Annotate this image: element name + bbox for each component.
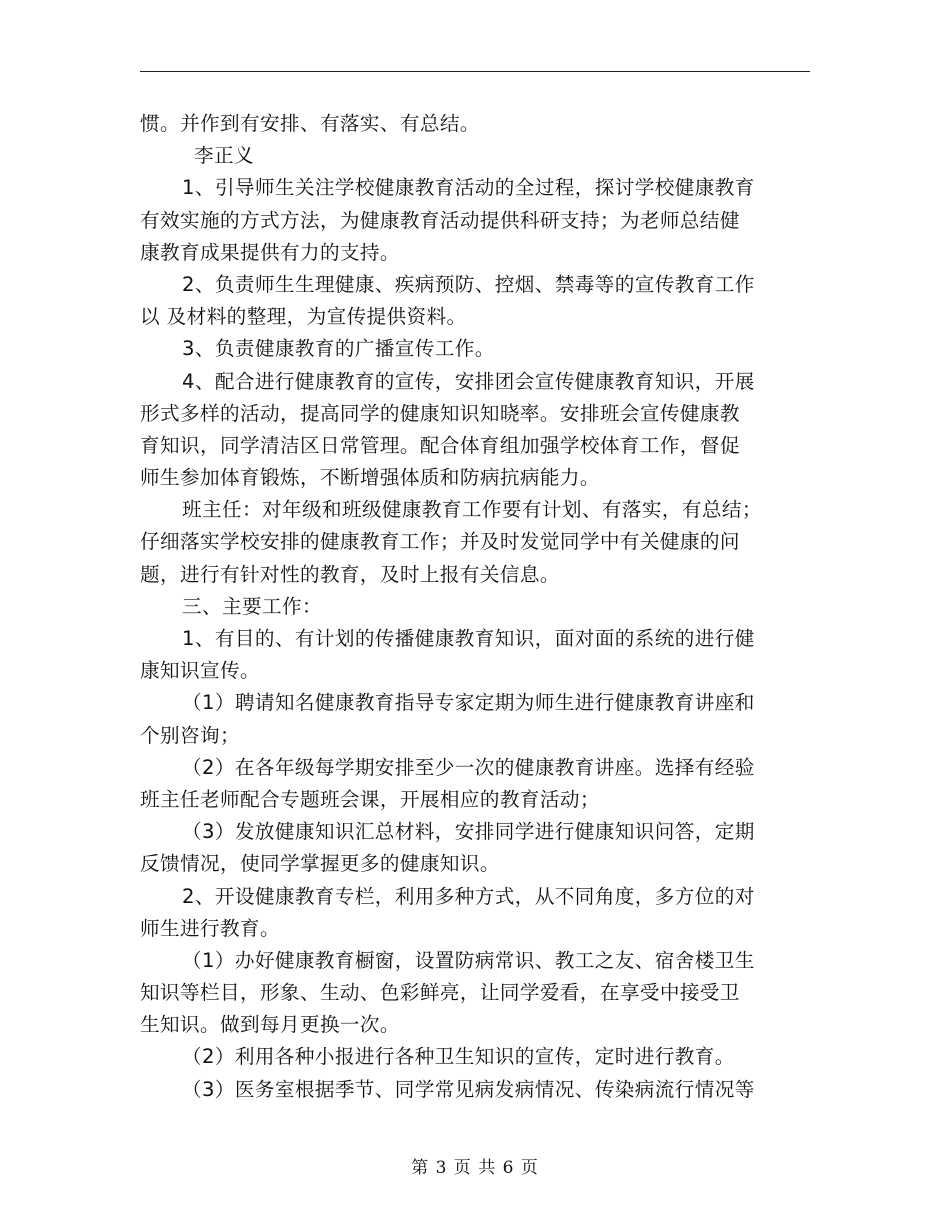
- text-line: 师生进行教育。: [140, 916, 280, 940]
- text-line: （2）在各年级每学期安排至少一次的健康教育讲座。选择有经验: [182, 755, 755, 779]
- section-heading: 三、主要工作：: [182, 594, 322, 618]
- text-line: 4、配合进行健康教育的宣传，安排团会宣传健康教育知识，开展: [182, 369, 755, 393]
- text-line: 2、负责师生生理健康、疾病预防、控烟、禁毒等的宣传教育工作: [182, 272, 755, 296]
- text-line: 知识等栏目，形象、生动、色彩鲜亮，让同学爱看，在享受中接受卫: [140, 981, 740, 1005]
- text-line: 生知识。做到每月更换一次。: [140, 1013, 400, 1037]
- text-line: 以 及材料的整理，为宣传提供资料。: [140, 305, 467, 329]
- text-line: 康知识宣传。: [140, 659, 260, 683]
- text-line: 班主任：对年级和班级健康教育工作要有计划、有落实，有总结；: [182, 498, 762, 522]
- text-line: 有效实施的方式方法，为健康教育活动提供科研支持；为老师总结健: [140, 208, 740, 232]
- text-line: （3）医务室根据季节、同学常见病发病情况、传染病流行情况等: [182, 1077, 755, 1101]
- text-line: 惯。并作到有安排、有落实、有总结。: [140, 112, 480, 135]
- person-name: 李正义: [194, 144, 254, 168]
- text-line: 个别咨询；: [140, 723, 240, 747]
- text-line: 形式多样的活动，提高同学的健康知识知晓率。安排班会宣传健康教: [140, 401, 740, 425]
- text-line: （2）利用各种小报进行各种卫生知识的宣传，定时进行教育。: [182, 1045, 735, 1069]
- header-rule: [140, 71, 810, 72]
- text-line: 班主任老师配合专题班会课，开展相应的教育活动；: [140, 787, 600, 811]
- text-line: （3）发放健康知识汇总材料，安排同学进行健康知识问答，定期: [182, 820, 755, 844]
- text-line: 康教育成果提供有力的支持。: [140, 240, 400, 264]
- text-line: 育知识，同学清洁区日常管理。配合体育组加强学校体育工作，督促: [140, 433, 740, 457]
- text-line: （1）聘请知名健康教育指导专家定期为师生进行健康教育讲座和: [182, 691, 755, 715]
- text-line: （1）办好健康教育橱窗，设置防病常识、教工之友、宿舍楼卫生: [182, 948, 755, 972]
- text-line: 仔细落实学校安排的健康教育工作；并及时发觉同学中有关健康的问: [140, 530, 740, 554]
- document-body: [140, 108, 812, 1106]
- text-line: 1、有目的、有计划的传播健康教育知识，面对面的系统的进行健: [182, 627, 755, 650]
- text-line: 题，进行有针对性的教育，及时上报有关信息。: [140, 562, 560, 586]
- page-footer: 第 3 页 共 6 页: [411, 1158, 539, 1178]
- text-line: 2、开设健康教育专栏，利用多种方式，从不同角度，多方位的对: [182, 884, 755, 908]
- text-line: 3、负责健康教育的广播宣传工作。: [182, 337, 495, 361]
- text-line: 师生参加体育锻炼，不断增强体质和防病抗病能力。: [140, 466, 600, 490]
- text-line: 反馈情况，使同学掌握更多的健康知识。: [140, 852, 500, 876]
- text-line: 1、引导师生关注学校健康教育活动的全过程，探讨学校健康教育: [182, 176, 755, 200]
